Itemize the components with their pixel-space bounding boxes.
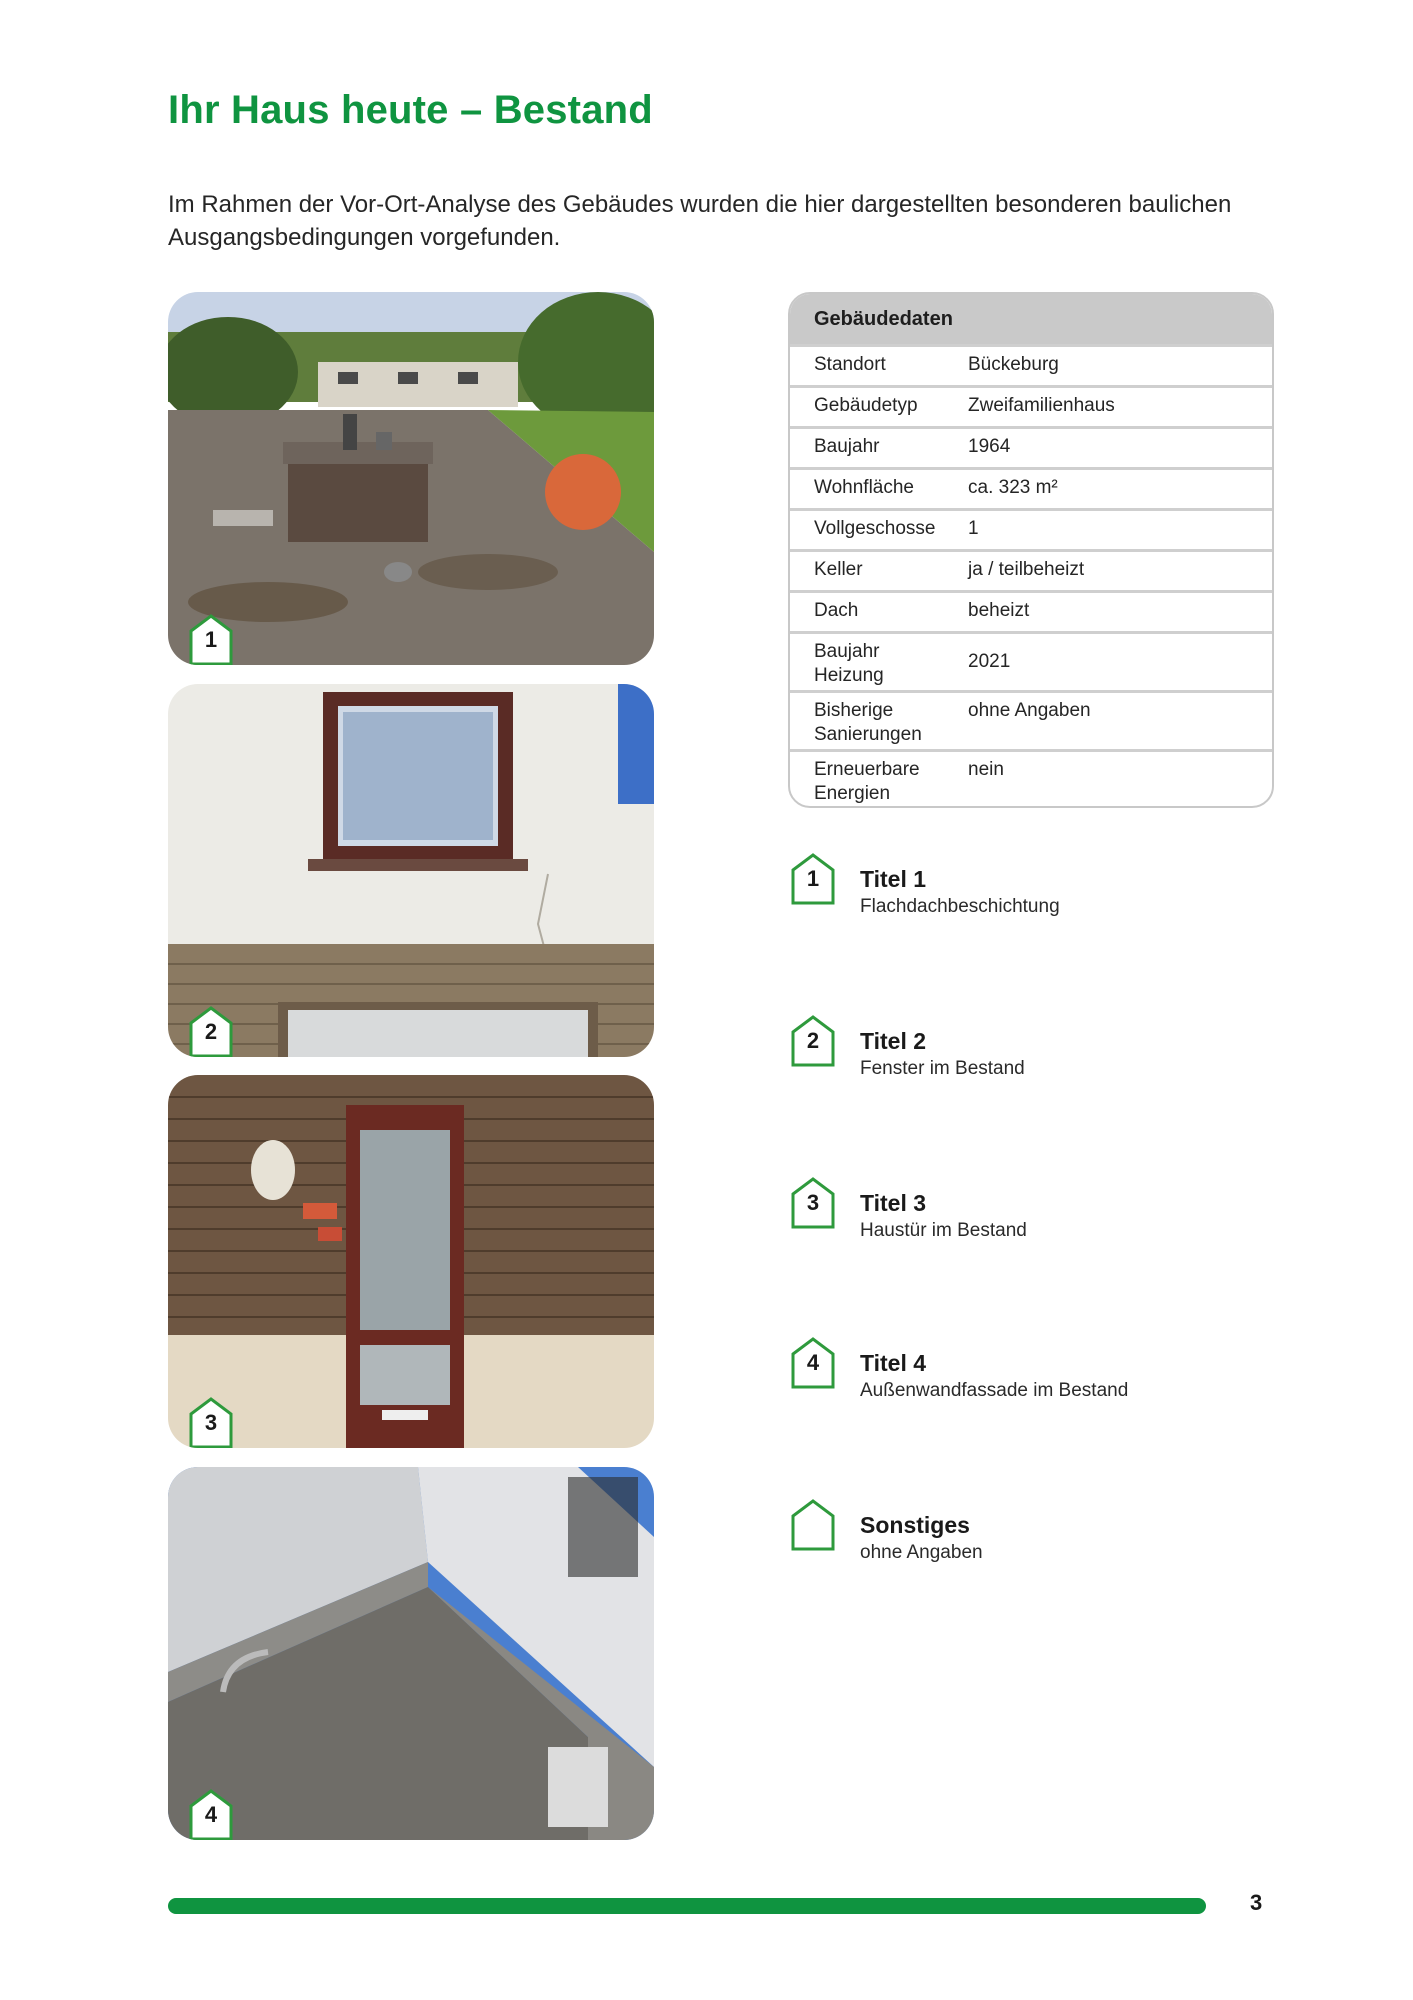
row-label: Keller xyxy=(814,559,863,580)
photo-badge-number: 1 xyxy=(204,627,218,652)
legend-title: Titel 4 xyxy=(860,1350,927,1376)
row-value: ca. 323 m² xyxy=(968,477,1058,498)
legend-badge xyxy=(790,1336,836,1390)
page-number: 3 xyxy=(1250,1890,1263,1915)
row-label: Vollgeschosse xyxy=(814,518,936,539)
photo-badge-number: 3 xyxy=(204,1410,218,1435)
intro-text: Im Rahmen der Vor-Ort-Analyse des Gebäudes wurden die hier dargestellten besonderen baulichen Ausgangsbedingungen vorgefunden. xyxy=(168,191,1232,251)
photo-window xyxy=(168,684,654,1057)
legend-title: Sonstiges xyxy=(860,1512,970,1538)
table-row xyxy=(790,467,1272,508)
table-row xyxy=(790,590,1272,631)
table-heading: Gebäudedaten xyxy=(790,294,1272,344)
table-row xyxy=(790,344,1272,385)
legend-subtitle: Flachdachbeschichtung xyxy=(860,896,1060,917)
legend-badge xyxy=(790,1176,836,1230)
house-outline-icon xyxy=(790,1498,836,1552)
row-value: ja / teilbeheizt xyxy=(968,559,1085,580)
door-image xyxy=(168,1075,654,1448)
window-image xyxy=(168,684,654,1057)
legend-subtitle: Haustür im Bestand xyxy=(860,1220,1027,1241)
row-label: Dach xyxy=(814,600,859,621)
legend-subtitle: Fenster im Bestand xyxy=(860,1058,1025,1079)
row-value: nein xyxy=(968,759,1004,780)
table-row xyxy=(790,508,1272,549)
table-row xyxy=(790,690,1272,749)
table-row xyxy=(790,426,1272,467)
legend-title: Titel 2 xyxy=(860,1028,927,1054)
legend-badge xyxy=(790,852,836,906)
photo-badge-3 xyxy=(188,1396,234,1448)
facade-image xyxy=(168,1467,654,1840)
legend-badge xyxy=(790,1014,836,1068)
table-row xyxy=(790,549,1272,590)
row-value: 1964 xyxy=(968,436,1011,457)
photo-badge-2 xyxy=(188,1005,234,1057)
footer-bar xyxy=(168,1898,1206,1914)
row-label: Wohnfläche xyxy=(814,477,914,498)
page-title: Ihr Haus heute – Bestand xyxy=(168,88,653,132)
legend-item-3 xyxy=(790,1176,1250,1256)
row-label: Gebäudetyp xyxy=(814,395,918,416)
photo-badge-number: 2 xyxy=(204,1019,218,1044)
photo-badge-1 xyxy=(188,613,234,665)
row-label: Baujahr Heizung xyxy=(814,641,884,686)
legend-item-other xyxy=(790,1498,1250,1578)
table-row xyxy=(790,385,1272,426)
row-value: Zweifamilienhaus xyxy=(968,395,1115,416)
roof-image xyxy=(168,292,654,665)
legend-number: 1 xyxy=(806,866,820,891)
photo-facade xyxy=(168,1467,654,1840)
legend-subtitle: Außenwandfassade im Bestand xyxy=(860,1380,1129,1401)
legend-number: 4 xyxy=(806,1350,820,1375)
legend-item-2 xyxy=(790,1014,1250,1094)
row-label: Erneuerbare Energien xyxy=(814,759,920,804)
legend-item-1 xyxy=(790,852,1250,932)
row-label: Standort xyxy=(814,354,886,375)
row-label: Bisherige Sanierungen xyxy=(814,700,922,745)
photo-door xyxy=(168,1075,654,1448)
photo-badge-4 xyxy=(188,1788,234,1840)
row-value: Bückeburg xyxy=(968,354,1059,375)
legend-number: 3 xyxy=(806,1190,820,1215)
legend-title: Titel 3 xyxy=(860,1190,927,1216)
row-label: Baujahr xyxy=(814,436,880,457)
row-value: ohne Angaben xyxy=(968,700,1091,721)
table-row xyxy=(790,749,1272,808)
row-value: beheizt xyxy=(968,600,1030,621)
building-data-table xyxy=(788,292,1274,808)
legend-title: Titel 1 xyxy=(860,866,927,892)
photo-roof xyxy=(168,292,654,665)
row-value: 2021 xyxy=(968,651,1011,672)
legend-number: 2 xyxy=(806,1028,820,1053)
legend-item-4 xyxy=(790,1336,1250,1416)
legend-subtitle: ohne Angaben xyxy=(860,1542,983,1563)
photo-badge-number: 4 xyxy=(204,1802,218,1827)
row-value: 1 xyxy=(968,518,979,539)
legend-badge xyxy=(790,1498,836,1552)
table-row xyxy=(790,631,1272,690)
